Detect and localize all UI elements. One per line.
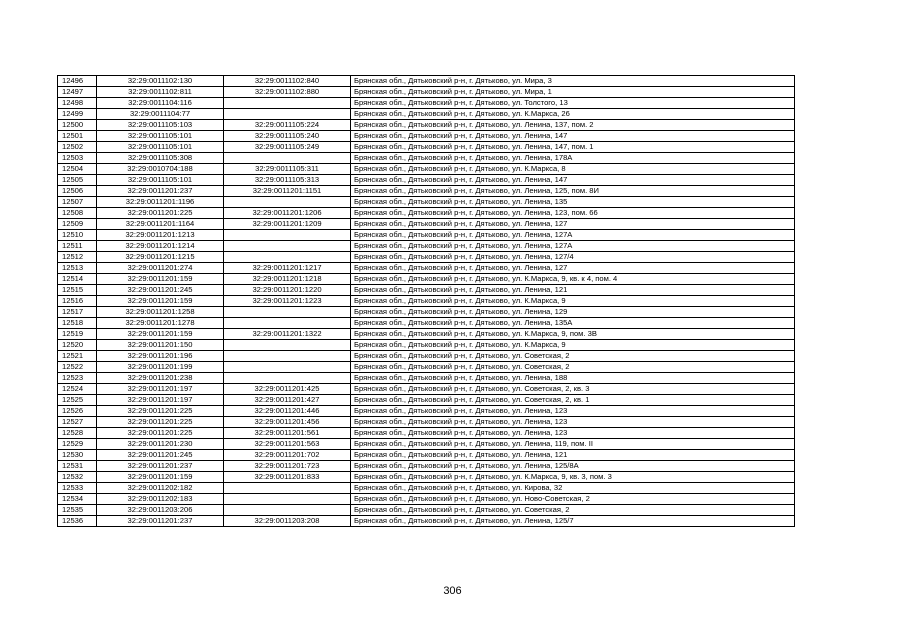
object-number-cell	[224, 230, 351, 241]
cadastral-number-cell: 32:29:0011201:237	[97, 461, 224, 472]
table-row	[58, 406, 795, 417]
cadastral-number-cell: 32:29:0011201:225	[97, 428, 224, 439]
address-cell: Брянская обл., Дятьковский р-н, г. Дятьково, ул. К.Маркса, 26	[351, 109, 795, 120]
cadastral-number-cell: 32:29:0011201:159	[97, 296, 224, 307]
row-number-cell: 12506	[58, 186, 97, 197]
cadastral-number-cell: 32:29:0011102:130	[97, 76, 224, 87]
table-row	[58, 494, 795, 505]
object-number-cell	[224, 318, 351, 329]
object-number-cell: 32:29:0011201:1218	[224, 274, 351, 285]
row-number-cell: 12522	[58, 362, 97, 373]
object-number-cell: 32:29:0011102:840	[224, 76, 351, 87]
row-number-cell: 12514	[58, 274, 97, 285]
table-row	[58, 461, 795, 472]
table-row	[58, 98, 795, 109]
address-cell: Брянская обл., Дятьковский р-н, г. Дятьково, ул. Ленина, 178А	[351, 153, 795, 164]
cadastral-number-cell: 32:29:0011201:199	[97, 362, 224, 373]
cadastral-number-cell: 32:29:0011202:183	[97, 494, 224, 505]
table-row	[58, 483, 795, 494]
address-cell: Брянская обл., Дятьковский р-н, г. Дятьково, ул. Толстого, 13	[351, 98, 795, 109]
address-cell: Брянская обл., Дятьковский р-н, г. Дятьково, ул. Мира, 3	[351, 76, 795, 87]
cadastral-number-cell: 32:29:0011201:1214	[97, 241, 224, 252]
row-number-cell: 12504	[58, 164, 97, 175]
table-row	[58, 439, 795, 450]
address-cell: Брянская обл., Дятьковский р-н, г. Дятьково, ул. Ленина, 137, пом. 2	[351, 120, 795, 131]
table-row	[58, 296, 795, 307]
object-number-cell: 32:29:0011201:456	[224, 417, 351, 428]
table-row	[58, 395, 795, 406]
address-cell: Брянская обл., Дятьковский р-н, г. Дятьково, ул. Ленина, 127	[351, 263, 795, 274]
object-number-cell: 32:29:0011201:1223	[224, 296, 351, 307]
address-cell: Брянская обл., Дятьковский р-н, г. Дятьково, ул. К.Маркса, 9	[351, 340, 795, 351]
table-row	[58, 120, 795, 131]
row-number-cell: 12507	[58, 197, 97, 208]
table-row	[58, 142, 795, 153]
row-number-cell: 12524	[58, 384, 97, 395]
table-row	[58, 263, 795, 274]
object-number-cell	[224, 98, 351, 109]
cadastral-number-cell: 32:29:0011105:101	[97, 131, 224, 142]
object-number-cell: 32:29:0011105:311	[224, 164, 351, 175]
cadastral-number-cell: 32:29:0011201:1196	[97, 197, 224, 208]
cadastral-number-cell: 32:29:0011201:150	[97, 340, 224, 351]
address-cell: Брянская обл., Дятьковский р-н, г. Дятьково, ул. Ленина, 125/8А	[351, 461, 795, 472]
row-number-cell: 12528	[58, 428, 97, 439]
cadastral-number-cell: 32:29:0011102:811	[97, 87, 224, 98]
row-number-cell: 12536	[58, 516, 97, 527]
table-row	[58, 516, 795, 527]
object-number-cell: 32:29:0011201:563	[224, 439, 351, 450]
row-number-cell: 12517	[58, 307, 97, 318]
row-number-cell: 12513	[58, 263, 97, 274]
row-number-cell: 12499	[58, 109, 97, 120]
cadastral-number-cell: 32:29:0011201:225	[97, 208, 224, 219]
object-number-cell	[224, 241, 351, 252]
cadastral-number-cell: 32:29:0011201:230	[97, 439, 224, 450]
row-number-cell: 12532	[58, 472, 97, 483]
cadastral-number-cell: 32:29:0011201:245	[97, 285, 224, 296]
object-number-cell: 32:29:0011201:1151	[224, 186, 351, 197]
object-number-cell: 32:29:0011102:880	[224, 87, 351, 98]
cadastral-number-cell: 32:29:0011201:196	[97, 351, 224, 362]
object-number-cell: 32:29:0011203:208	[224, 516, 351, 527]
object-number-cell	[224, 153, 351, 164]
row-number-cell: 12515	[58, 285, 97, 296]
table-row	[58, 428, 795, 439]
object-number-cell	[224, 307, 351, 318]
object-number-cell: 32:29:0011201:1206	[224, 208, 351, 219]
cadastral-number-cell: 32:29:0011104:116	[97, 98, 224, 109]
object-number-cell: 32:29:0011201:425	[224, 384, 351, 395]
address-cell: Брянская обл., Дятьковский р-н, г. Дятьково, ул. К.Маркса, 9, кв. 3, пом. 3	[351, 472, 795, 483]
object-number-cell	[224, 373, 351, 384]
table-row	[58, 87, 795, 98]
cadastral-number-cell: 32:29:0011201:1258	[97, 307, 224, 318]
cadastral-number-cell: 32:29:0011201:197	[97, 395, 224, 406]
property-table-body	[58, 76, 795, 527]
address-cell: Брянская обл., Дятьковский р-н, г. Дятьково, ул. Ленина, 135	[351, 197, 795, 208]
object-number-cell: 32:29:0011201:1322	[224, 329, 351, 340]
address-cell: Брянская обл., Дятьковский р-н, г. Дятьково, ул. Ленина, 127А	[351, 230, 795, 241]
row-number-cell: 12500	[58, 120, 97, 131]
address-cell: Брянская обл., Дятьковский р-н, г. Дятьково, ул. Ленина, 125/7	[351, 516, 795, 527]
object-number-cell	[224, 505, 351, 516]
cadastral-number-cell: 32:29:0011105:101	[97, 142, 224, 153]
object-number-cell	[224, 483, 351, 494]
row-number-cell: 12502	[58, 142, 97, 153]
address-cell: Брянская обл., Дятьковский р-н, г. Дятьково, ул. Ленина, 127	[351, 219, 795, 230]
object-number-cell: 32:29:0011201:1220	[224, 285, 351, 296]
address-cell: Брянская обл., Дятьковский р-н, г. Дятьково, ул. Кирова, 32	[351, 483, 795, 494]
row-number-cell: 12529	[58, 439, 97, 450]
row-number-cell: 12534	[58, 494, 97, 505]
address-cell: Брянская обл., Дятьковский р-н, г. Дятьково, ул. Советская, 2, кв. 3	[351, 384, 795, 395]
table-row	[58, 329, 795, 340]
address-cell: Брянская обл., Дятьковский р-н, г. Дятьково, ул. Ленина, 147, пом. 1	[351, 142, 795, 153]
row-number-cell: 12520	[58, 340, 97, 351]
object-number-cell: 32:29:0011201:723	[224, 461, 351, 472]
cadastral-number-cell: 32:29:0011201:197	[97, 384, 224, 395]
address-cell: Брянская обл., Дятьковский р-н, г. Дятьково, ул. Ленина, 125, пом. 8И	[351, 186, 795, 197]
address-cell: Брянская обл., Дятьковский р-н, г. Дятьково, ул. К.Маркса, 9	[351, 296, 795, 307]
cadastral-number-cell: 32:29:0011202:182	[97, 483, 224, 494]
object-number-cell	[224, 252, 351, 263]
table-row	[58, 131, 795, 142]
address-cell: Брянская обл., Дятьковский р-н, г. Дятьково, ул. К.Маркса, 9, пом. 3В	[351, 329, 795, 340]
row-number-cell: 12525	[58, 395, 97, 406]
cadastral-number-cell: 32:29:0011201:1164	[97, 219, 224, 230]
table-row	[58, 362, 795, 373]
address-cell: Брянская обл., Дятьковский р-н, г. Дятьково, ул. Ленина, 123	[351, 417, 795, 428]
address-cell: Брянская обл., Дятьковский р-н, г. Дятьково, ул. Ленина, 147	[351, 175, 795, 186]
cadastral-number-cell: 32:29:0011201:237	[97, 516, 224, 527]
address-cell: Брянская обл., Дятьковский р-н, г. Дятьково, ул. К.Маркса, 8	[351, 164, 795, 175]
cadastral-number-cell: 32:29:0011201:1278	[97, 318, 224, 329]
address-cell: Брянская обл., Дятьковский р-н, г. Дятьково, ул. Ленина, 127/4	[351, 252, 795, 263]
row-number-cell: 12512	[58, 252, 97, 263]
row-number-cell: 12521	[58, 351, 97, 362]
row-number-cell: 12516	[58, 296, 97, 307]
table-row	[58, 505, 795, 516]
object-number-cell: 32:29:0011201:702	[224, 450, 351, 461]
address-cell: Брянская обл., Дятьковский р-н, г. Дятьково, ул. Ленина, 129	[351, 307, 795, 318]
row-number-cell: 12533	[58, 483, 97, 494]
row-number-cell: 12518	[58, 318, 97, 329]
table-row	[58, 164, 795, 175]
address-cell: Брянская обл., Дятьковский р-н, г. Дятьково, ул. Советская, 2	[351, 362, 795, 373]
table-row	[58, 318, 795, 329]
row-number-cell: 12496	[58, 76, 97, 87]
cadastral-number-cell: 32:29:0011105:101	[97, 175, 224, 186]
object-number-cell: 32:29:0011201:427	[224, 395, 351, 406]
table-row	[58, 351, 795, 362]
object-number-cell	[224, 494, 351, 505]
page-number: 306	[443, 585, 462, 597]
row-number-cell: 12526	[58, 406, 97, 417]
table-row	[58, 153, 795, 164]
table-row	[58, 274, 795, 285]
address-cell: Брянская обл., Дятьковский р-н, г. Дятьково, ул. Ленина, 121	[351, 450, 795, 461]
cadastral-number-cell: 32:29:0011201:159	[97, 472, 224, 483]
row-number-cell: 12509	[58, 219, 97, 230]
table-row	[58, 208, 795, 219]
table-row	[58, 384, 795, 395]
cadastral-number-cell: 32:29:0010704:188	[97, 164, 224, 175]
address-cell: Брянская обл., Дятьковский р-н, г. Дятьково, ул. Ленина, 147	[351, 131, 795, 142]
object-number-cell: 32:29:0011201:1217	[224, 263, 351, 274]
address-cell: Брянская обл., Дятьковский р-н, г. Дятьково, ул. Советская, 2	[351, 505, 795, 516]
cadastral-number-cell: 32:29:0011201:237	[97, 186, 224, 197]
row-number-cell: 12498	[58, 98, 97, 109]
address-cell: Брянская обл., Дятьковский р-н, г. Дятьково, ул. К.Маркса, 9, кв. к 4, пом. 4	[351, 274, 795, 285]
cadastral-number-cell: 32:29:0011201:225	[97, 406, 224, 417]
row-number-cell: 12511	[58, 241, 97, 252]
cadastral-number-cell: 32:29:0011201:225	[97, 417, 224, 428]
cadastral-number-cell: 32:29:0011104:77	[97, 109, 224, 120]
row-number-cell: 12505	[58, 175, 97, 186]
row-number-cell: 12535	[58, 505, 97, 516]
table-row	[58, 197, 795, 208]
cadastral-number-cell: 32:29:0011201:274	[97, 263, 224, 274]
table-row	[58, 450, 795, 461]
address-cell: Брянская обл., Дятьковский р-н, г. Дятьково, ул. Ленина, 188	[351, 373, 795, 384]
table-row	[58, 241, 795, 252]
property-table	[57, 75, 795, 527]
row-number-cell: 12503	[58, 153, 97, 164]
row-number-cell: 12531	[58, 461, 97, 472]
table-row	[58, 219, 795, 230]
table-row	[58, 175, 795, 186]
table-row	[58, 417, 795, 428]
object-number-cell: 32:29:0011105:240	[224, 131, 351, 142]
table-row	[58, 186, 795, 197]
address-cell: Брянская обл., Дятьковский р-н, г. Дятьково, ул. Советская, 2	[351, 351, 795, 362]
address-cell: Брянская обл., Дятьковский р-н, г. Дятьково, ул. Ленина, 127А	[351, 241, 795, 252]
row-number-cell: 12527	[58, 417, 97, 428]
table-row	[58, 472, 795, 483]
table-row	[58, 340, 795, 351]
object-number-cell: 32:29:0011201:833	[224, 472, 351, 483]
object-number-cell	[224, 109, 351, 120]
object-number-cell: 32:29:0011201:561	[224, 428, 351, 439]
address-cell: Брянская обл., Дятьковский р-н, г. Дятьково, ул. Советская, 2, кв. 1	[351, 395, 795, 406]
cadastral-number-cell: 32:29:0011201:245	[97, 450, 224, 461]
object-number-cell	[224, 351, 351, 362]
cadastral-number-cell: 32:29:0011201:238	[97, 373, 224, 384]
address-cell: Брянская обл., Дятьковский р-н, г. Дятьково, ул. Ленина, 123	[351, 406, 795, 417]
address-cell: Брянская обл., Дятьковский р-н, г. Дятьково, ул. Ленина, 123, пом. 66	[351, 208, 795, 219]
row-number-cell: 12523	[58, 373, 97, 384]
row-number-cell: 12501	[58, 131, 97, 142]
object-number-cell: 32:29:0011201:446	[224, 406, 351, 417]
address-cell: Брянская обл., Дятьковский р-н, г. Дятьково, ул. Мира, 1	[351, 87, 795, 98]
row-number-cell: 12530	[58, 450, 97, 461]
table-row	[58, 285, 795, 296]
table-row	[58, 230, 795, 241]
row-number-cell: 12510	[58, 230, 97, 241]
object-number-cell: 32:29:0011105:224	[224, 120, 351, 131]
row-number-cell: 12519	[58, 329, 97, 340]
cadastral-number-cell: 32:29:0011201:1215	[97, 252, 224, 263]
cadastral-number-cell: 32:29:0011203:206	[97, 505, 224, 516]
row-number-cell: 12497	[58, 87, 97, 98]
table-row	[58, 109, 795, 120]
row-number-cell: 12508	[58, 208, 97, 219]
object-number-cell: 32:29:0011105:313	[224, 175, 351, 186]
cadastral-number-cell: 32:29:0011105:103	[97, 120, 224, 131]
table-row	[58, 307, 795, 318]
address-cell: Брянская обл., Дятьковский р-н, г. Дятьково, ул. Ново-Советская, 2	[351, 494, 795, 505]
address-cell: Брянская обл., Дятьковский р-н, г. Дятьково, ул. Ленина, 121	[351, 285, 795, 296]
table-row	[58, 76, 795, 87]
address-cell: Брянская обл., Дятьковский р-н, г. Дятьково, ул. Ленина, 135А	[351, 318, 795, 329]
cadastral-number-cell: 32:29:0011201:159	[97, 329, 224, 340]
object-number-cell: 32:29:0011105:249	[224, 142, 351, 153]
table-row	[58, 373, 795, 384]
table-row	[58, 252, 795, 263]
cadastral-number-cell: 32:29:0011201:1213	[97, 230, 224, 241]
object-number-cell	[224, 197, 351, 208]
address-cell: Брянская обл., Дятьковский р-н, г. Дятьково, ул. Ленина, 119, пом. II	[351, 439, 795, 450]
object-number-cell	[224, 362, 351, 373]
cadastral-number-cell: 32:29:0011201:159	[97, 274, 224, 285]
address-cell: Брянская обл., Дятьковский р-н, г. Дятьково, ул. Ленина, 123	[351, 428, 795, 439]
cadastral-number-cell: 32:29:0011105:308	[97, 153, 224, 164]
object-number-cell	[224, 340, 351, 351]
object-number-cell: 32:29:0011201:1209	[224, 219, 351, 230]
